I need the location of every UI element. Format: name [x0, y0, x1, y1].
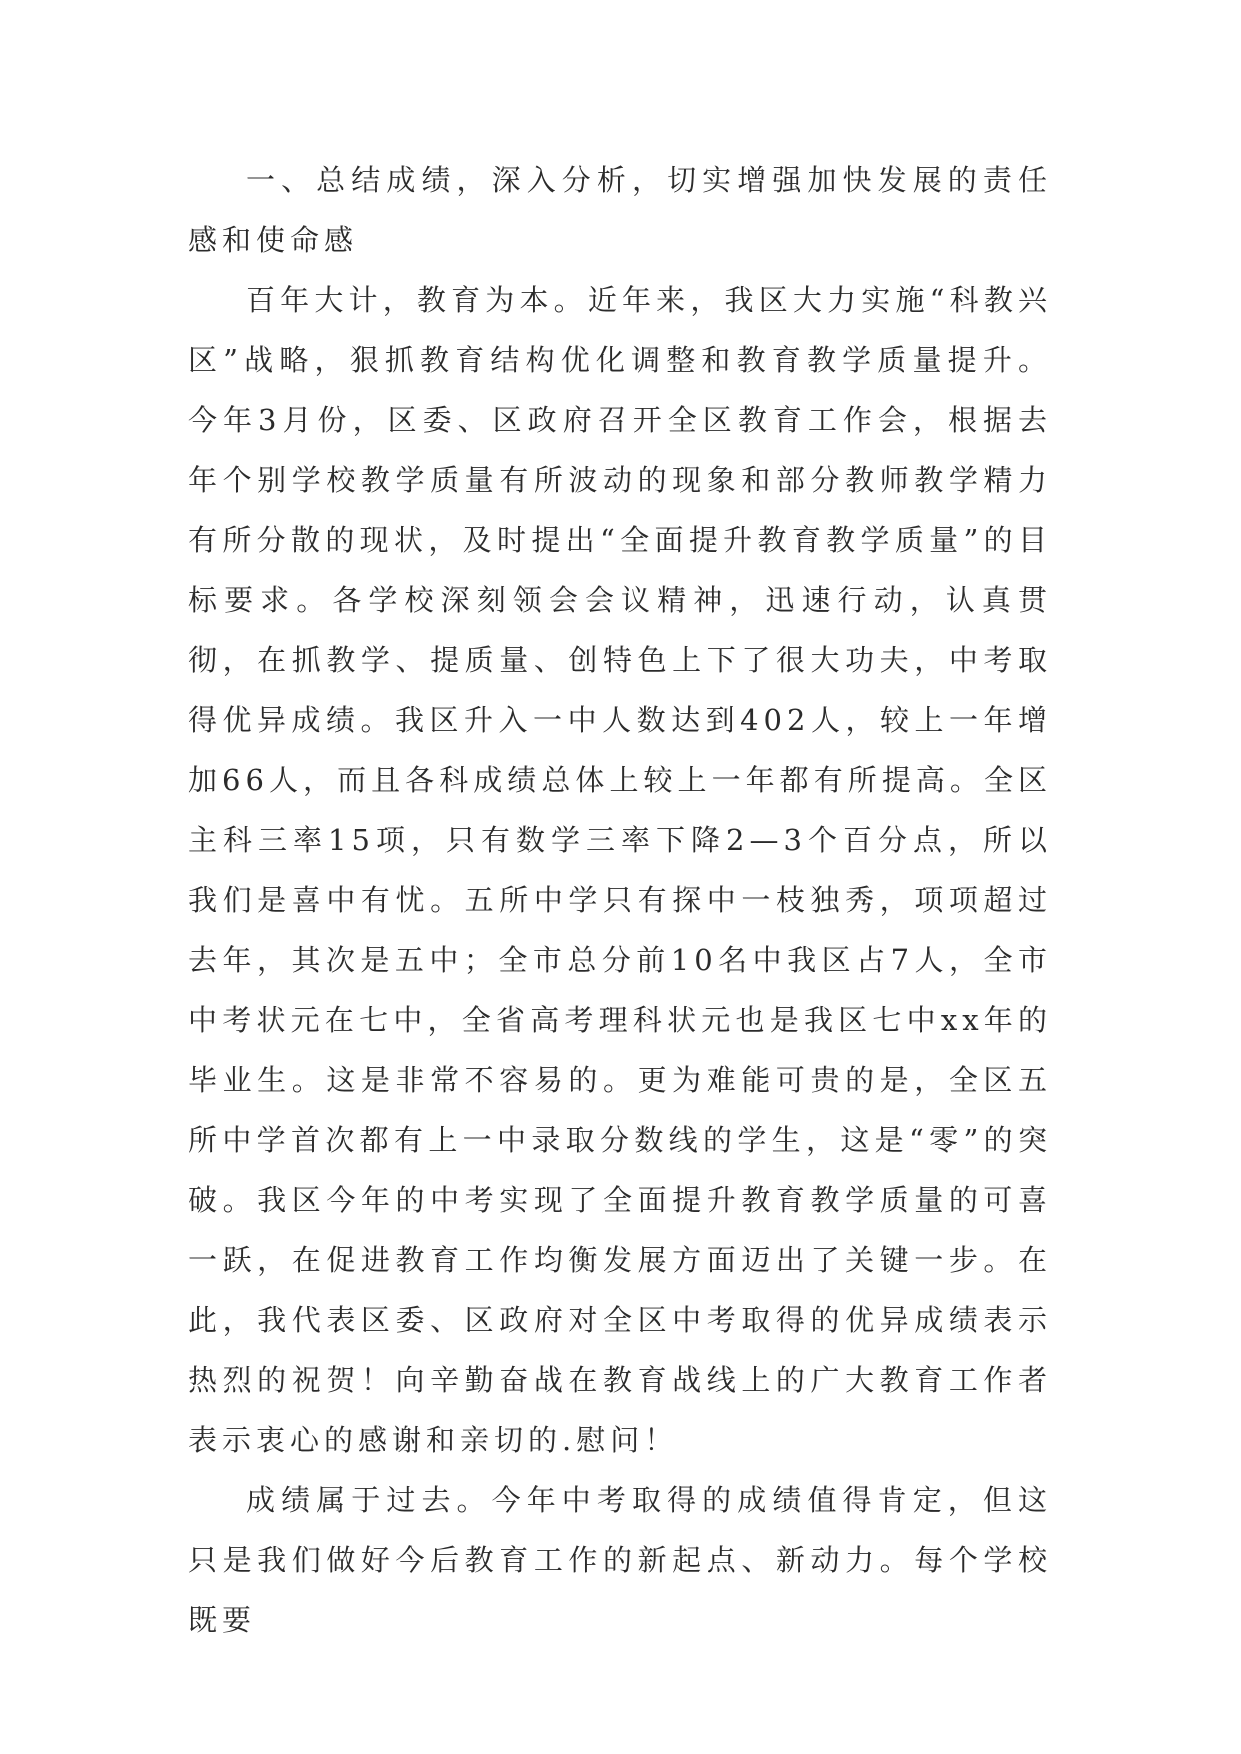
paragraph-achievements: 百年大计，教育为本。近年来，我区大力实施“科教兴区”战略，狠抓教育结构优化调整和教育教学质量提升。今年3月份，区委、区政府召开全区教育工作会，根据去年个别学校教学质量有所波动的现象和部分教师教学精力有所分散的现状，及时提出“全面提升教育教学质量”的目标要求。各学校深刻领会会议精神，迅速行动，认真贯彻，在抓教学、提质量、创特色上下了很大功夫，中考取得优异成绩。我区升入一中人数达到402人，较上一年增加66人，而且各科成绩总体上较上一年都有所提高。全区主科三率15项，只有数学三率下降2—3个百分点，所以我们是喜中有忧。五所中学只有探中一枝独秀，项项超过去年，其次是五中；全市总分前10名中我区占7人，全市中考状元在七中，全省高考理科状元也是我区七中xx年的毕业生。这是非常不容易的。更为难能可贵的是，全区五所中学首次都有上一中录取分数线的学生，这是“零”的突破。我区今年的中考实现了全面提升教育教学质量的可喜一跃，在促进教育工作均衡发展方面迈出了关键一步。在此，我代表区委、区政府对全区中考取得的优异成绩表示热烈的祝贺！向辛勤奋战在教育战线上的广大教育工作者表示衷心的感谢和亲切的.慰问！ — [188, 283, 1052, 1457]
paragraph-outlook: 成绩属于过去。今年中考取得的成绩值得肯定，但这只是我们做好今后教育工作的新起点、新动力。每个学校既要 — [188, 1483, 1052, 1637]
document-body — [188, 150, 1052, 1650]
section-heading: 一、总结成绩，深入分析，切实增强加快发展的责任感和使命感 — [188, 163, 1052, 257]
